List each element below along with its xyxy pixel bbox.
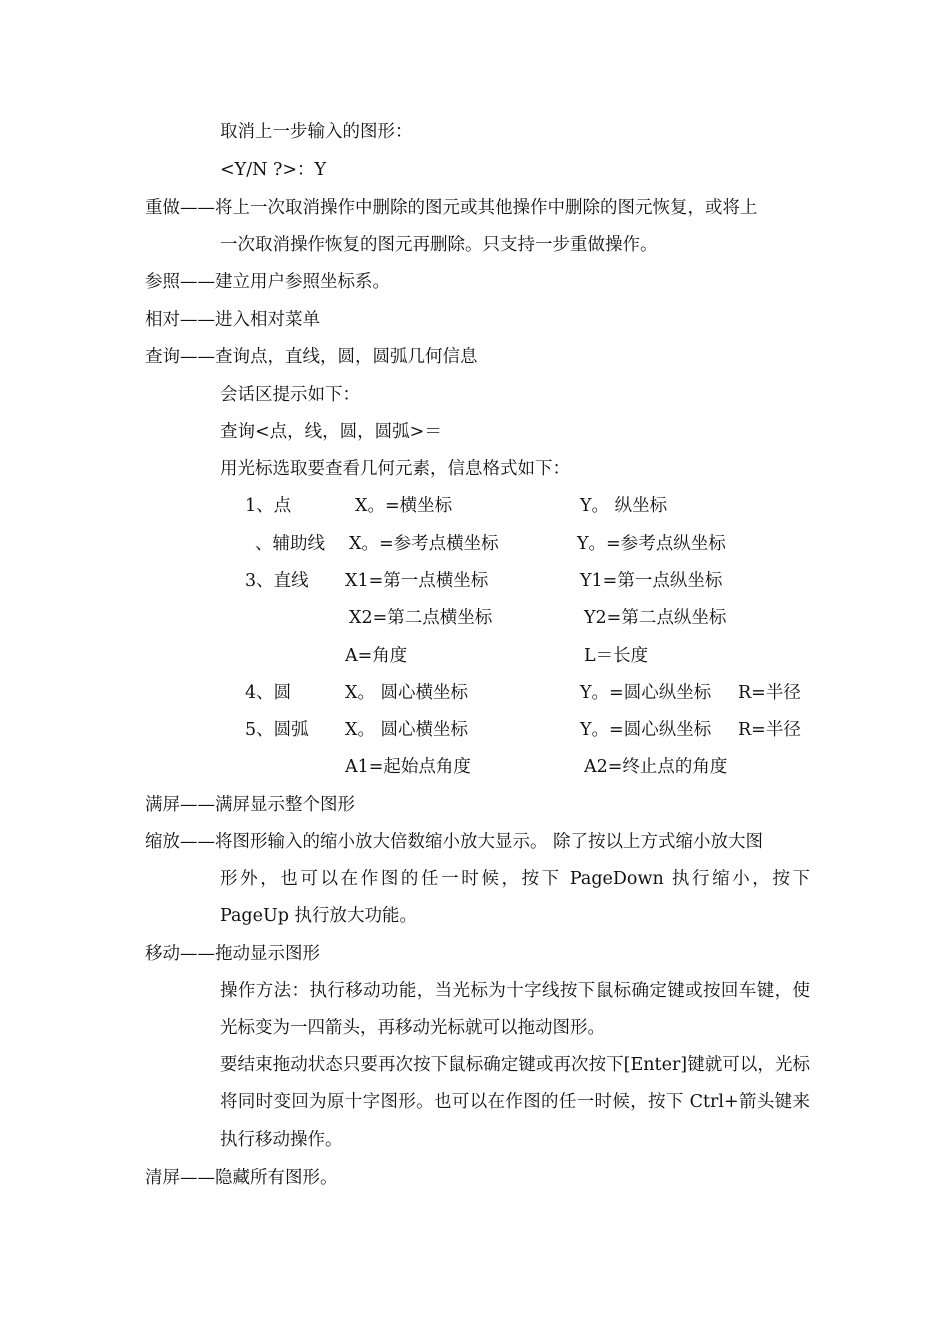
- term-relative: 相对——进入相对菜单: [145, 310, 320, 330]
- table-cell: 5、圆弧: [245, 720, 309, 740]
- table-cell: L＝长度: [584, 646, 649, 666]
- term-fullscreen: 满屏——满屏显示整个图形: [145, 795, 355, 815]
- table-cell: A2=终止点的角度: [584, 757, 728, 777]
- term-query: 查询——查询点，直线，圆，圆弧几何信息: [145, 347, 478, 367]
- text-line: 一次取消操作恢复的图元再删除。只支持一步重做操作。: [220, 235, 658, 255]
- term-zoom: 缩放——将图形输入的缩小放大倍数缩小放大显示。 除了按以上方式缩小放大图: [145, 832, 764, 852]
- text-line: <Y/N ?>：Y: [220, 160, 327, 180]
- table-cell: A=角度: [345, 646, 408, 666]
- text-line: 取消上一步输入的图形：: [220, 122, 413, 142]
- table-cell: R=半径: [738, 683, 801, 703]
- table-cell: Y。 纵坐标: [580, 496, 668, 516]
- table-cell: Y2=第二点纵坐标: [584, 608, 727, 628]
- table-cell: X。 圆心横坐标: [345, 720, 469, 740]
- table-cell: X1=第一点横坐标: [345, 571, 489, 591]
- table-cell: Y。=参考点纵坐标: [577, 534, 726, 554]
- term-redo: 重做——将上一次取消操作中删除的图元或其他操作中删除的图元恢复，或将上: [145, 198, 758, 218]
- table-cell: 、辅助线: [255, 534, 325, 554]
- text-line: 用光标选取要查看几何元素，信息格式如下：: [220, 459, 570, 479]
- table-cell: R=半径: [738, 720, 801, 740]
- table-cell: 3、直线: [245, 571, 309, 591]
- term-move: 移动——拖动显示图形: [145, 944, 320, 964]
- term-reference: 参照——建立用户参照坐标系。: [145, 272, 390, 292]
- text-line: 查询<点，线，圆，圆弧>＝: [220, 422, 442, 442]
- table-cell: Y1=第一点纵坐标: [580, 571, 723, 591]
- table-cell: X。=横坐标: [355, 496, 453, 516]
- table-cell: 1、点: [245, 496, 292, 516]
- paragraph-move-method: 操作方法：执行移动功能，当光标为十字线按下鼠标确定键或按回车键，使光标变为一四箭头，再移动光标就可以拖动图形。: [220, 981, 810, 1039]
- table-cell: X2=第二点横坐标: [349, 608, 493, 628]
- table-cell: A1=起始点角度: [345, 757, 471, 777]
- table-cell: X。=参考点横坐标: [349, 534, 499, 554]
- paragraph-move-end: 要结束拖动状态只要再次按下鼠标确定键或再次按下[Enter]键就可以，光标将同时变回为原十字图形。也可以在作图的任一时候，按下 Ctrl+箭头键来执行移动操作。: [220, 1055, 810, 1150]
- table-cell: Y。=圆心纵坐标: [580, 683, 712, 703]
- term-clear: 清屏——隐藏所有图形。: [145, 1168, 338, 1188]
- text-line: 会话区提示如下：: [220, 385, 360, 405]
- table-cell: X。 圆心横坐标: [345, 683, 469, 703]
- paragraph-zoom: 形外，也可以在作图的任一时候，按下 PageDown 执行缩小，按下 PageUp 执行放大功能。: [220, 869, 810, 927]
- table-cell: 4、圆: [245, 683, 292, 703]
- table-cell: Y。=圆心纵坐标: [580, 720, 712, 740]
